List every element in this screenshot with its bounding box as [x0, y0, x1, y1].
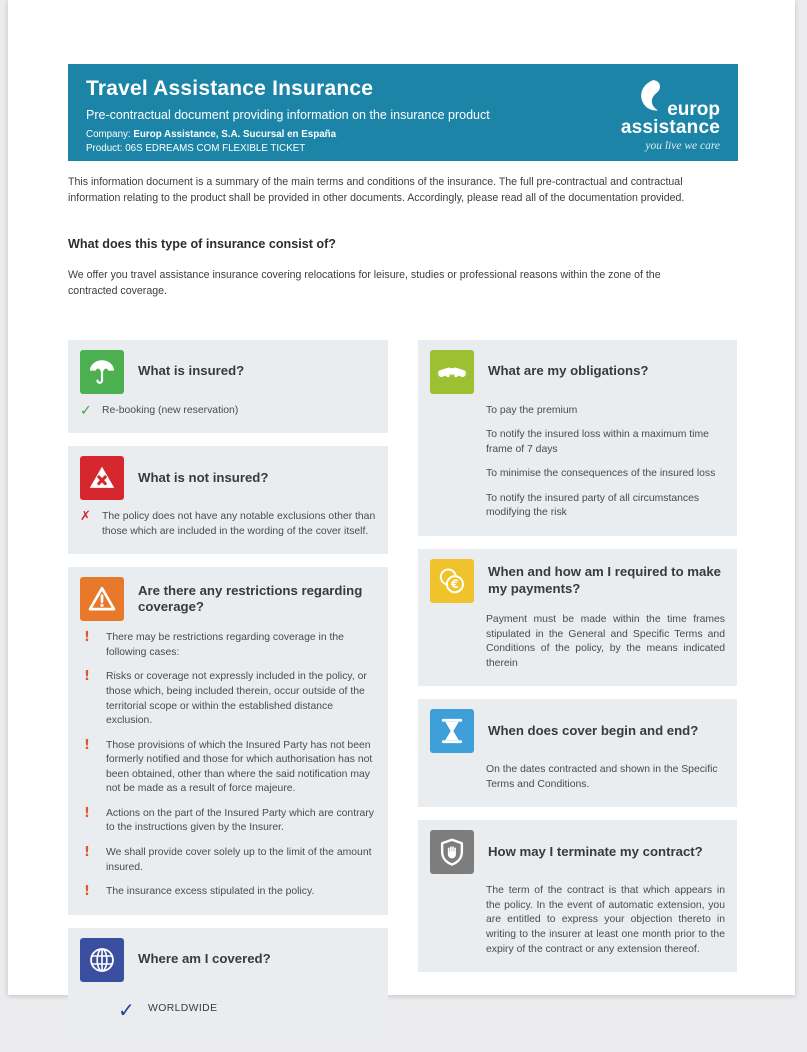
company-value: Europ Assistance, S.A. Sucursal en España [133, 129, 337, 140]
box-header [430, 709, 725, 753]
consist-text: We offer you travel assistance insurance covering relocations for leisure, studies or professional reasons within the zone of the contracted coverage. [68, 268, 661, 297]
handshake-icon [430, 350, 474, 394]
item-text: Those provisions of which the Insured Party has not been formerly notified and those for which authorisation has not been obtained, other than where the said notification may not be made as a result of force majeure. [106, 739, 373, 795]
box-title: Where am I covered? [138, 951, 271, 967]
exclaim-icon: ! [84, 737, 90, 753]
coins-icon [430, 559, 474, 603]
page-content [8, 0, 738, 1052]
item-text: Re-booking (new reservation) [102, 404, 239, 416]
box-header [80, 577, 376, 621]
list-item [430, 763, 725, 792]
company-label: Company: [86, 129, 134, 140]
info-box [418, 699, 737, 807]
list-item [430, 404, 725, 419]
consist-heading: What does this type of insurance consist of? [68, 236, 336, 251]
box-title: How may I terminate my contract? [488, 844, 703, 860]
box-header [80, 350, 376, 394]
box-items [430, 404, 725, 521]
globe-icon [80, 938, 124, 982]
left-column [68, 340, 388, 1052]
item-text: On the dates contracted and shown in the Specific Terms and Conditions. [486, 764, 718, 790]
item-text: WORLDWIDE [148, 1003, 218, 1015]
check-navy-icon: ✓ [118, 997, 135, 1022]
list-item [80, 807, 376, 836]
item-text: Risks or coverage not expressly included in the policy, or those which, being included therein, occur outside of the territorial scope or within the established distance exclusion. [106, 671, 367, 727]
box-header [430, 559, 725, 603]
box-title: What is not insured? [138, 469, 269, 485]
box-items [80, 510, 376, 539]
box-items [430, 884, 725, 957]
item-text: Actions on the part of the Insured Party which are contrary to the instructions given by the Insurer. [106, 807, 374, 834]
box-header [80, 938, 376, 982]
list-item [80, 510, 376, 539]
box-title: When and how am I required to make my payments? [488, 564, 722, 596]
company-product-meta [86, 128, 490, 156]
info-box [68, 340, 388, 434]
document-page [8, 0, 795, 1022]
product-value: 06S EDREAMS COM FLEXIBLE TICKET [125, 143, 306, 155]
box-title: What are my obligations? [488, 363, 649, 379]
box-items [430, 763, 725, 792]
logo-tagline: you live we care [645, 139, 720, 152]
europ-assistance-logo [602, 77, 720, 151]
header-banner [68, 64, 738, 161]
company-line [86, 128, 490, 142]
item-text: To notify the insured party of all circumstances modifying the risk [486, 492, 700, 519]
exclaim-icon: ! [84, 884, 90, 900]
info-box [418, 820, 737, 972]
item-text: The policy does not have any notable exclusions other than those which are included in the wording of the cover itself. [102, 511, 376, 537]
list-item [80, 846, 376, 875]
info-box [68, 928, 388, 1039]
exclaim-icon: ! [84, 805, 90, 821]
intro-paragraph: This information document is a summary of the main terms and conditions of the insurance. The full pre-contractual and contractual information relating to the product shall be provided in other documents. Accordingly, please read all of the documentation provided. [68, 176, 685, 204]
box-items [430, 613, 725, 671]
logo-word-europ: europ [667, 98, 720, 120]
info-box [418, 340, 737, 536]
item-text: To minimise the consequences of the insured loss [486, 468, 716, 480]
list-item [430, 428, 725, 457]
list-item [80, 670, 376, 728]
product-label: Product: [86, 143, 126, 155]
exclaim-icon: ! [84, 669, 90, 685]
list-item [430, 467, 725, 482]
item-text: There may be restrictions regarding coverage in the following cases: [106, 632, 344, 658]
box-header [80, 456, 376, 500]
header-text-block [86, 77, 490, 155]
shield-hand-icon [430, 830, 474, 874]
list-item [80, 404, 376, 419]
list-item [80, 631, 376, 660]
list-item [430, 613, 725, 671]
check-icon: ✓ [80, 402, 92, 419]
right-column [418, 340, 737, 986]
info-box [68, 446, 388, 554]
box-title: What is insured? [138, 363, 245, 379]
list-item [430, 492, 725, 521]
item-text: To notify the insured loss within a maximum time frame of 7 days [486, 429, 709, 455]
item-text: The term of the contract is that which appears in the policy. In the event of automatic extension, you are entitled to express your objection thereto in writing to the insurer at least one month prior to the expiry of the contract or any extension thereof. [486, 885, 725, 955]
svg-text:€: € [450, 577, 459, 592]
logo-word-assistance: assistance [620, 117, 720, 138]
product-line [86, 142, 490, 156]
box-header [430, 830, 725, 874]
hourglass-icon [430, 709, 474, 753]
item-text: The insurance excess stipulated in the policy. [106, 886, 315, 898]
box-title: Are there any restrictions regarding coverage? [138, 582, 363, 615]
info-box [68, 567, 388, 914]
page-subtitle: Pre-contractual document providing information on the insurance product [86, 108, 490, 122]
item-text: To pay the premium [486, 404, 578, 416]
excluded-triangle-icon [80, 456, 124, 500]
box-header [430, 350, 725, 394]
box-items [80, 631, 376, 899]
list-item [80, 739, 376, 797]
umbrella-icon [80, 350, 124, 394]
europ-assistance-flame-icon [637, 79, 663, 118]
info-box [418, 549, 737, 686]
list-item [430, 884, 725, 957]
list-item [80, 885, 376, 900]
warning-triangle-icon [80, 577, 124, 621]
info-boxes [68, 340, 738, 1052]
item-text: We shall provide cover solely up to the limit of the amount insured. [106, 847, 372, 873]
exclaim-icon: ! [84, 845, 90, 860]
box-title: When does cover begin and end? [488, 722, 699, 738]
item-text: Payment must be made within the time frames stipulated in the General and Specific Terms and Conditions of the policy, by the means indicated therein [486, 613, 725, 669]
page-title: Travel Assistance Insurance [86, 77, 374, 100]
exclaim-icon: ! [84, 630, 90, 646]
box-items [80, 404, 376, 419]
cross-icon: ✗ [80, 509, 91, 525]
